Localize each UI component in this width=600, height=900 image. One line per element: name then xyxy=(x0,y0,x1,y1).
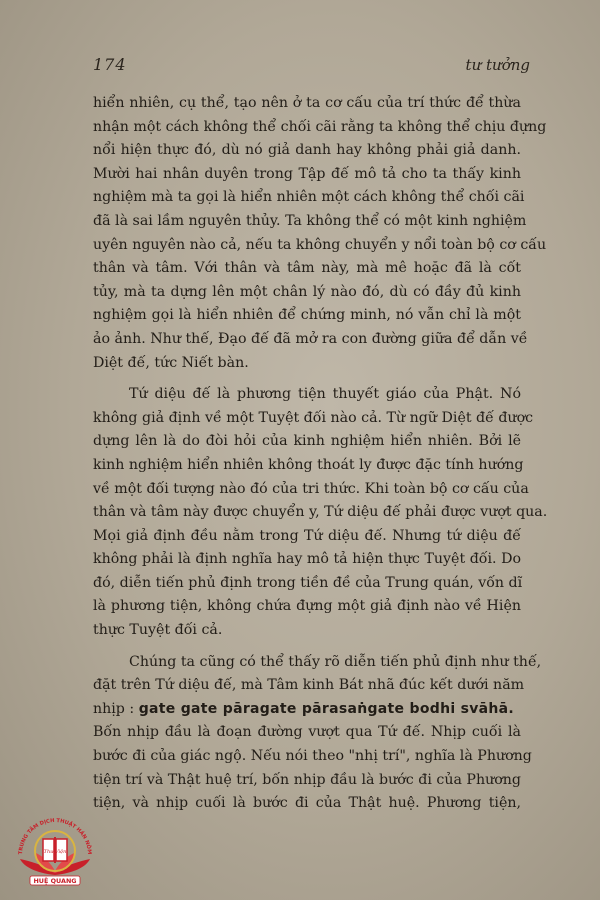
text-line: nghiệm mà ta gọi là hiển nhiên một cách không thể chối cãi xyxy=(93,189,525,206)
text-line: Mười hai nhân duyên trong Tập đế mô tả cho ta thấy kinh xyxy=(93,165,521,182)
mantra-text: gate gate pāragate pārasaṅgate bodhi svāhā. xyxy=(138,700,515,717)
text-line: là phương tiện, không chứa đựng một giả định nào về Hiện xyxy=(93,598,521,615)
text-line: đặt trên Tứ diệu đế, mà Tâm kinh Bát nhã đúc kết dưới năm xyxy=(93,677,525,694)
running-head: tư tưởng xyxy=(465,56,530,74)
text-line: tủy, mà ta dựng lên một chân lý nào đó, dù có đầy đủ kinh xyxy=(93,283,521,300)
mantra-prefix: nhịp : xyxy=(93,700,135,717)
page-number: 174 xyxy=(93,55,127,74)
paragraph-gap xyxy=(93,643,521,651)
text-line: đã là sai lầm nguyên thủy. Ta không thể có một kinh nghiệm xyxy=(93,212,527,229)
text-line: Mọi giả định đều nằm trong Tứ diệu đế. Nhưng tứ diệu đế xyxy=(93,527,521,544)
text-line: nghiệm gọi là hiển nhiên để chứng minh, nó vẫn chỉ là một xyxy=(93,307,521,324)
text-line: về một đối tượng nào đó của tri thức. Khi toàn bộ cơ cấu của xyxy=(93,480,529,497)
logo-bottom-text: HUỆ QUANG xyxy=(33,877,77,885)
text-line: tiện trí và Thật huệ trí, bốn nhịp đầu là bước đi của Phương xyxy=(93,771,522,788)
text-line: Bốn nhịp đầu là đoạn đường vượt qua Tứ đế. Nhịp cuối là xyxy=(93,724,521,741)
text-line: uyên nguyên nào cả, nếu ta không chuyển y nổi toàn bộ cơ cấu xyxy=(93,236,547,253)
text-line: thân và tâm. Với thân và tâm này, mà mê hoặc đã là cốt xyxy=(93,260,521,277)
logo-top-text: TRUNG TÂM DỊCH THUẬT HÁN NÔM xyxy=(17,817,93,855)
text-line: nổi hiện thực đó, dù nó giả danh hay không phải giả danh. xyxy=(93,142,521,159)
text-line: kinh nghiệm hiển nhiên không thoát ly được đặc tính hướng xyxy=(93,456,524,473)
hue-quang-library-logo xyxy=(14,815,96,887)
library-seal-icon xyxy=(14,815,96,887)
text-line: đó, diễn tiến phủ định trong tiền đề của Trung quán, vốn dĩ xyxy=(93,574,523,591)
text-line: bước đi của giác ngộ. Nếu nói theo "nhị trí", nghĩa là Phương xyxy=(93,748,532,765)
text-line: không giả định về một Tuyệt đối nào cả. Từ ngữ Diệt đế được xyxy=(93,409,534,426)
text-line: thân và tâm này được chuyển y, Tứ diệu đế phải được vượt qua. xyxy=(93,504,548,521)
logo-book-text: Thư Viện xyxy=(43,849,67,855)
text-line: ảo ảnh. Như thế, Đạo đế đã mở ra con đường giữa để dẫn về xyxy=(93,330,528,347)
text-line: Diệt đế, tức Niết bàn. xyxy=(93,354,249,371)
text-line: tiện, và nhịp cuối là bước đi của Thật huệ. Phương tiện, xyxy=(93,795,521,812)
text-line: Tứ diệu đế là phương tiện thuyết giáo của Phật. Nó xyxy=(129,386,521,403)
text-line: dựng lên là do đòi hỏi của kinh nghiệm hiển nhiên. Bởi lẽ xyxy=(93,433,521,450)
text-line: không phải là định nghĩa hay mô tả hiện thực Tuyệt đối. Do xyxy=(93,551,521,568)
text-line: thực Tuyệt đối cả. xyxy=(93,622,223,639)
mantra-line xyxy=(93,698,521,722)
text-line: Chúng ta cũng có thể thấy rõ diễn tiến phủ định như thế, xyxy=(129,653,542,670)
paragraph-gap xyxy=(93,375,521,383)
body-text xyxy=(93,92,548,816)
text-line: nhận một cách không thể chối cãi rằng ta không thể chịu đựng xyxy=(93,118,547,135)
text-line: hiển nhiên, cụ thể, tạo nên ở ta cơ cấu của trí thức để thừa xyxy=(93,95,521,111)
